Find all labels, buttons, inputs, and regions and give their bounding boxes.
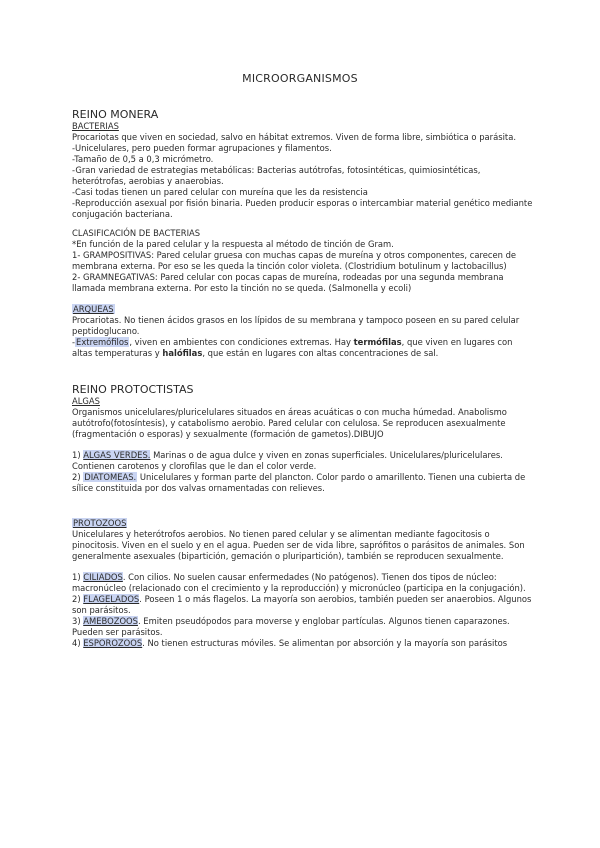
subheading-bacterias: BACTERIAS (72, 121, 119, 131)
list-item: 3) AMEBOZOOS. Emiten pseudópodos para moverse y englobar partículas. Algunos tienen caparazones. Pueden ser parásitos. (72, 616, 510, 637)
term-diatomeas: DIATOMEAS. (84, 472, 137, 482)
paragraph: -Casi todas tienen un pared celular con mureína que les da resistencia (72, 187, 368, 197)
list-item: 2) DIATOMEAS. Unicelulares y forman parte del plancton. Color pardo o amarillento. Tienen una cubierta de sílice constituida por dos valvas ornamentadas con relieves. (72, 472, 526, 493)
paragraph: -Gran variedad de estrategias metabólicas: Bacterias autótrofas, fotosintéticas, quimiosintéticas, heterótrofas, aerobias y anaerobias. (72, 165, 481, 186)
section-heading-protoctistas: REINO PROTOCTISTAS (72, 383, 194, 396)
paragraph: -Tamaño de 0,5 a 0,3 micrómetro. (72, 154, 214, 164)
paragraph: Organismos unicelulares/pluricelulares situados en áreas acuáticas o con mucha húmedad. Anabolismo autótrofo(fotosíntesis), y catabolismo aerobio. Pared celular con celulosa. Se reproducen asexualmente (fragmentación o esporas) y sexualmente (formación de gametos).DIBUJO (72, 407, 507, 439)
paragraph: 2- GRAMNEGATIVAS: Pared celular con pocas capas de mureína, rodeadas por una segunda membrana llamada membrana externa. Por esto la tinción no se queda. (Salmonella y ecoli) (72, 272, 504, 293)
document-body (72, 108, 534, 649)
paragraph: -Reproducción asexual por fisión binaria. Pueden producir esporas o intercambiar material genético mediante conjugación bacteriana. (72, 198, 533, 219)
paragraph: 1- GRAMPOSITIVAS: Pared celular gruesa con muchas capas de mureína y otros componentes, carecen de membrana externa. Por eso se les queda la tinción color violeta. (Clostridium botulinum y lactobacillus) (72, 250, 517, 271)
subheading-clasificacion: CLASIFICACIÓN DE BACTERIAS (72, 228, 201, 238)
paragraph: Procariotas. No tienen ácidos grasos en los lípidos de su membrana y tampoco poseen en su pared celular peptidoglucano. (72, 315, 520, 336)
term-ciliados: CILIADOS (83, 572, 123, 582)
term-amebozoos: AMEBOZOOS (83, 616, 138, 626)
subheading-protozoos: PROTOZOOS (73, 518, 127, 528)
term-termofilas: termófilas (353, 337, 402, 347)
paragraph: -Unicelulares, pero pueden formar agrupaciones y filamentos. (72, 143, 332, 153)
subheading-algas: ALGAS (72, 396, 100, 406)
term-esporozoos: ESPOROZOOS (83, 638, 143, 648)
term-flagelados: FLAGELADOS (83, 594, 140, 604)
paragraph: Unicelulares y heterótrofos aerobios. No tienen pared celular y se alimentan mediante fagocitosis o pinocitosis. Viven en el suelo y en el agua. Pueden ser de vida libre, saprófitos o parásitos de animales. Son generalmente asexuales (bipartición, gemación o pluripartición), también se reproducen sexualmente. (72, 529, 525, 561)
document-title: MICROORGANISMOS (242, 72, 358, 85)
term-algas-verdes: ALGAS VERDES. (83, 450, 151, 460)
subheading-arqueas: ARQUEAS (73, 304, 114, 314)
term-extremofilos: Extremófilos (76, 337, 129, 347)
list-item: 1) ALGAS VERDES. Marinas o de agua dulce y viven en zonas superficiales. Unicelulares/pluricelulares. Contienen carotenos y clorofilas que le dan el color verde. (72, 450, 503, 471)
list-item: 4) ESPOROZOOS. No tienen estructuras móviles. Se alimentan por absorción y la mayoría son parásitos (72, 638, 508, 648)
section-heading-monera: REINO MONERA (72, 108, 159, 121)
paragraph: Procariotas que viven en sociedad, salvo en hábitat extremos. Viven de forma libre, simbiótica o parásita. (72, 132, 517, 142)
term-halofilas: halófilas (162, 348, 203, 358)
paragraph-arqueas-types: -Extremófilos, viven en ambientes con condiciones extremas. Hay termófilas, que viven en lugares con altas temperaturas y halófilas, que están en lugares con altas concentraciones de sal. (72, 337, 513, 358)
list-item: 2) FLAGELADOS. Poseen 1 o más flagelos. La mayoría son aerobios, también pueden ser anaerobios. Algunos son parásitos. (72, 594, 532, 615)
list-item: 1) CILIADOS. Con cilios. No suelen causar enfermedades (No patógenos). Tienen dos tipos de núcleo: macronúcleo (relacionado con el crecimiento y la reproducción) y micronúcleo (participa en la conjugación). (72, 572, 526, 593)
paragraph: *En función de la pared celular y la respuesta al método de tinción de Gram. (72, 239, 394, 249)
